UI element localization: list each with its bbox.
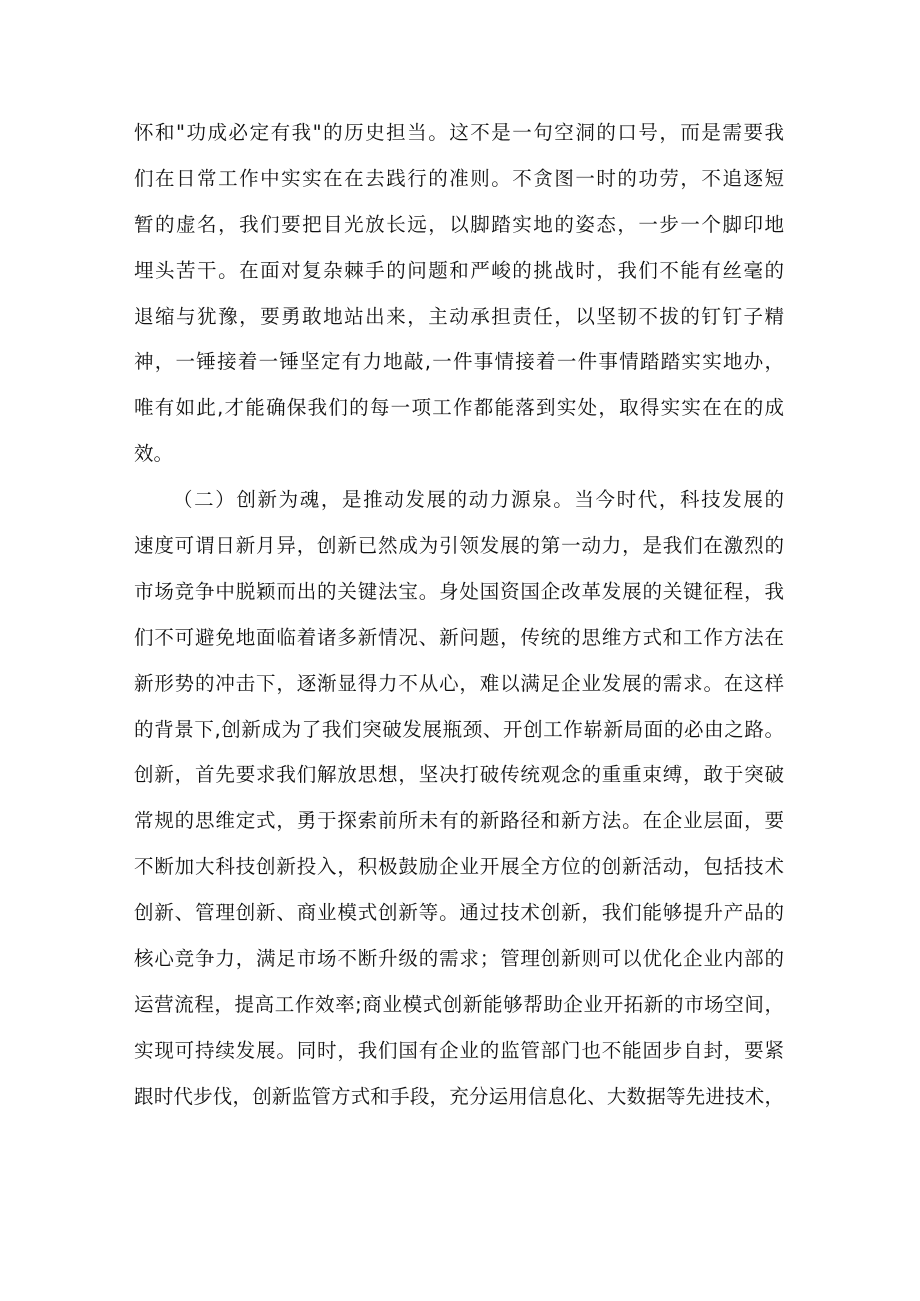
- body-text: [134, 110, 784, 1120]
- text-line: 不断加大科技创新投入，积极鼓励企业开展全方位的创新活动，包括技术: [134, 855, 784, 879]
- text-line: 神，一锤接着一锤坚定有力地敲,一件事情接着一件事情踏踏实实地办，: [134, 350, 784, 374]
- text-line: 们不可避免地面临着诸多新情况、新问题，传统的思维方式和工作方法在: [134, 625, 784, 649]
- paragraph-2: [134, 477, 784, 1119]
- text-line: 退缩与犹豫，要勇敢地站出来，主动承担责任，以坚韧不拔的钉钉子精: [134, 304, 784, 328]
- text-line: 埋头苦干。在面对复杂棘手的问题和严峻的挑战时，我们不能有丝毫的: [134, 258, 784, 282]
- text-line: 效。: [134, 442, 174, 466]
- text-line: 运营流程，提高工作效率;商业模式创新能够帮助企业开拓新的市场空间，: [134, 992, 784, 1016]
- text-line: 实现可持续发展。同时，我们国有企业的监管部门也不能固步自封，要紧: [134, 1038, 784, 1062]
- text-line: 的背景下,创新成为了我们突破发展瓶颈、开创工作崭新局面的必由之路。: [134, 717, 784, 741]
- text-line: 核心竞争力，满足市场不断升级的需求；管理创新则可以优化企业内部的: [134, 947, 784, 971]
- text-line: 暂的虚名，我们要把目光放长远，以脚踏实地的姿态，一步一个脚印地: [134, 212, 784, 236]
- text-line: 创新、管理创新、商业模式创新等。通过技术创新，我们能够提升产品的: [134, 901, 784, 925]
- text-line: 市场竞争中脱颖而出的关键法宝。身处国资国企改革发展的关键征程，我: [134, 579, 784, 603]
- text-line: 新形势的冲击下，逐渐显得力不从心，难以满足企业发展的需求。在这样: [134, 671, 784, 695]
- text-line: 跟时代步伐，创新监管方式和手段，充分运用信息化、大数据等先进技术，: [134, 1084, 784, 1108]
- text-line: 常规的思维定式，勇于探索前所未有的新路径和新方法。在企业层面，要: [134, 809, 784, 833]
- text-line: 们在日常工作中实实在在去践行的准则。不贪图一时的功劳，不追逐短: [134, 166, 784, 190]
- text-line: 创新，首先要求我们解放思想，坚决打破传统观念的重重束缚，敢于突破: [134, 763, 784, 787]
- text-line: 速度可谓日新月异，创新已然成为引领发展的第一动力，是我们在激烈的: [134, 534, 784, 558]
- section-heading-line: （二）创新为魂，是推动发展的动力源泉。当今时代，科技发展的: [173, 488, 784, 512]
- paragraph-1: [134, 110, 784, 477]
- text-line: 唯有如此,才能确保我们的每一项工作都能落到实处，取得实实在在的成: [134, 396, 784, 420]
- text-line: 怀和"功成必定有我"的历史担当。这不是一句空洞的口号，而是需要我: [134, 121, 784, 144]
